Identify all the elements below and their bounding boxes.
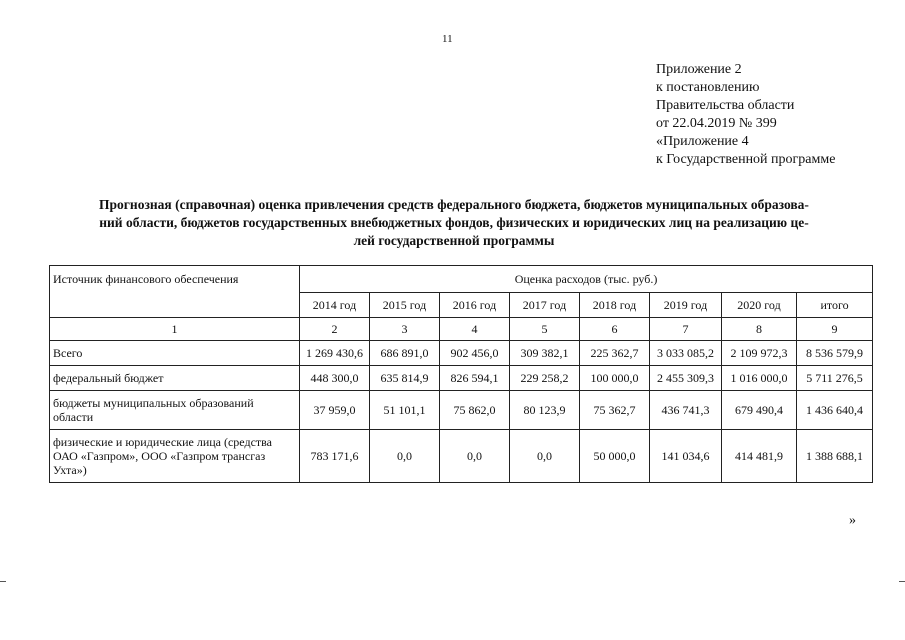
appendix-line-4: от 22.04.2019 № 399 [656,116,777,131]
value-cell: 51 101,1 [370,391,440,430]
table-row-municipal [50,391,873,430]
title-line-3: лей государственной программы [353,233,555,248]
value-cell: 75 862,0 [440,391,510,430]
value-cell: 3 033 085,2 [650,341,722,366]
value-cell: 414 481,9 [722,430,797,483]
value-cell: 679 490,4 [722,391,797,430]
value-cell: 635 814,9 [370,366,440,391]
appendix-block [656,61,835,169]
title-line-2: ний области, бюджетов государственных внебюджетных фондов, физических и юридических лиц на реализацию це- [99,215,809,230]
value-cell: 229 258,2 [510,366,580,391]
value-cell: 0,0 [510,430,580,483]
appendix-line-5: «Приложение 4 [656,134,749,149]
value-cell: 0,0 [370,430,440,483]
column-index-cell: 9 [797,318,873,341]
value-cell: 436 741,3 [650,391,722,430]
table-row-individuals-legal [50,430,873,483]
page-number: 11 [442,33,453,45]
value-cell: 5 711 276,5 [797,366,873,391]
year-header-cell: 2017 год [510,293,580,318]
year-header-cell: 2019 год [650,293,722,318]
value-cell: 1 269 430,6 [300,341,370,366]
column-index-cell: 6 [580,318,650,341]
year-header-cell: 2018 год [580,293,650,318]
value-cell: 448 300,0 [300,366,370,391]
value-cell: 1 436 640,4 [797,391,873,430]
value-cell: 826 594,1 [440,366,510,391]
value-cell: 37 959,0 [300,391,370,430]
value-cell: 75 362,7 [580,391,650,430]
appendix-line-3: Правительства области [656,98,795,113]
row-label-cell: Всего [50,341,300,366]
row-label-cell: бюджеты муниципальных образований области [50,391,300,430]
table-header-row [50,266,873,293]
value-cell: 225 362,7 [580,341,650,366]
value-cell: 2 455 309,3 [650,366,722,391]
year-header-cell: 2015 год [370,293,440,318]
table-row-total [50,341,873,366]
row-label-cell: физические и юридические лица (средства ОАО «Газпром», ООО «Газпром трансгаз Ухта») [50,430,300,483]
column-index-cell: 5 [510,318,580,341]
document-title [50,196,858,250]
column-index-cell: 2 [300,318,370,341]
table-row-federal [50,366,873,391]
closing-quote: » [849,513,856,528]
total-header-cell: итого [797,293,873,318]
value-cell: 309 382,1 [510,341,580,366]
column-index-cell: 8 [722,318,797,341]
column-index-cell: 3 [370,318,440,341]
source-header-cell: Источник финансового обеспечения [50,266,300,318]
year-header-cell: 2016 год [440,293,510,318]
value-cell: 902 456,0 [440,341,510,366]
appendix-line-6: к Государственной программе [656,152,836,167]
year-header-cell: 2020 год [722,293,797,318]
value-cell: 8 536 579,9 [797,341,873,366]
column-index-cell: 1 [50,318,300,341]
value-cell: 686 891,0 [370,341,440,366]
value-cell: 1 388 688,1 [797,430,873,483]
column-index-row [50,318,873,341]
financing-table [49,265,873,483]
value-cell: 1 016 000,0 [722,366,797,391]
scan-edge-mark-left [0,581,6,582]
appendix-line-1: Приложение 2 [656,62,742,77]
value-cell: 2 109 972,3 [722,341,797,366]
scan-edge-mark-right [899,581,905,582]
value-cell: 100 000,0 [580,366,650,391]
value-cell: 50 000,0 [580,430,650,483]
value-cell: 783 171,6 [300,430,370,483]
value-cell: 141 034,6 [650,430,722,483]
value-cell: 80 123,9 [510,391,580,430]
column-index-cell: 4 [440,318,510,341]
title-line-1: Прогнозная (справочная) оценка привлечения средств федерального бюджета, бюджетов муниципальных образова- [99,197,809,212]
value-cell: 0,0 [440,430,510,483]
year-header-cell: 2014 год [300,293,370,318]
estimate-header-cell: Оценка расходов (тыс. руб.) [300,266,873,293]
row-label-cell: федеральный бюджет [50,366,300,391]
appendix-line-2: к постановлению [656,80,760,95]
column-index-cell: 7 [650,318,722,341]
